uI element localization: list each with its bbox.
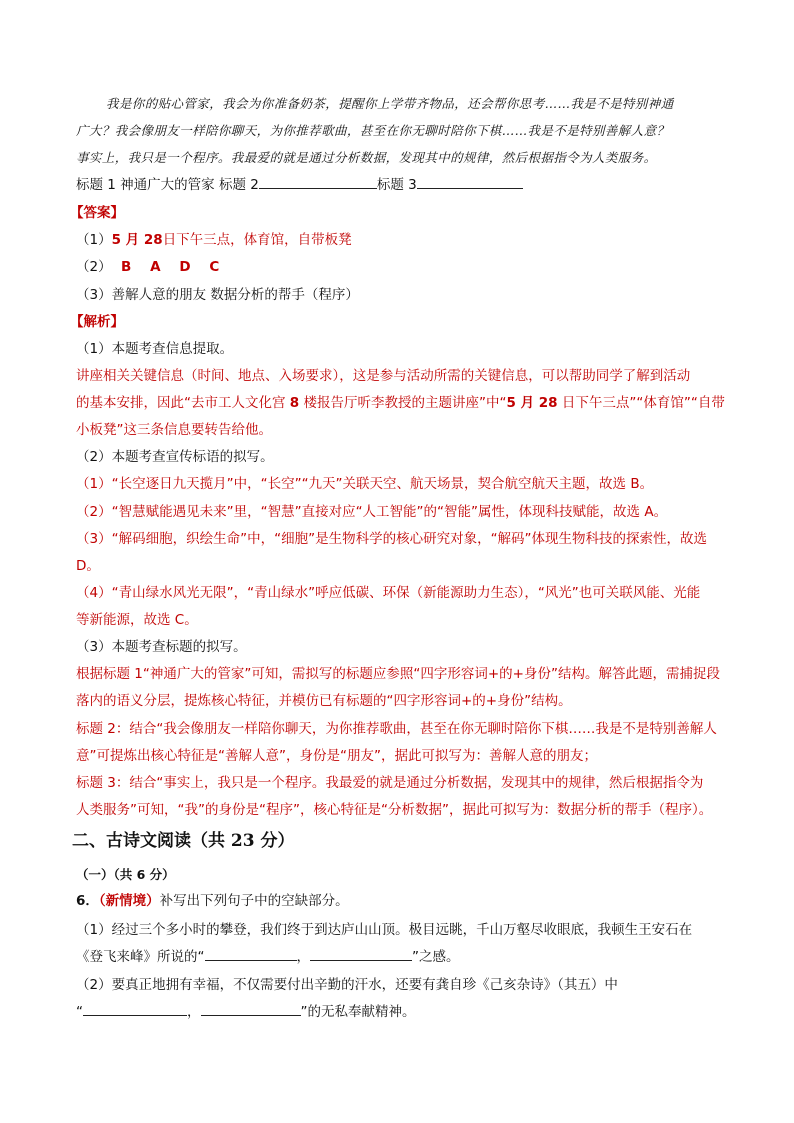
analysis-sub-3: （3）本题考查标题的拟写。 [76, 639, 247, 655]
analysis-item-3-line1: （3）“解码细胞，织绘生命”中，“细胞”是生物科学的核心研究对象，“解码”体现生物科技的探索性，故选 [76, 531, 708, 547]
analysis-t2-line1: 标题 2：结合“我会像朋友一样陪你聊天，为你推荐歌曲，甚至在你无聊时陪你下棋……我是不是特别善解人 [76, 721, 717, 737]
passage-line-1: 我是你的贴心管家，我会为你准备奶茶，提醒你上学带齐物品，还会帮你思考……我是不是特别神通 [106, 96, 674, 111]
title-3-blank[interactable] [417, 173, 523, 189]
passage-line-2: 广大？我会像朋友一样陪你聊天，为你推荐歌曲，甚至在你无聊时陪你下棋……我是不是特别善解人意？ [76, 123, 670, 138]
title-prompt-line [76, 172, 734, 199]
title-2-label: 标题 2 [218, 177, 259, 193]
analysis-item-4-line1: （4）“青山绿水风光无限”，“青山绿水”呼应低碳、环保（新能源助力生态），“风光”也可关联风能、光能 [76, 585, 701, 601]
analysis-p1-line2: 的基本安排，因此“去市工人文化宫 8 楼报告厅听李教授的主题讲座”中“5 月 28 日下午三点”“体育馆”“自带 [76, 395, 725, 411]
q6-blank-1[interactable] [205, 945, 297, 961]
subsection-title: （一）（共 6 分） [76, 867, 175, 882]
title-1-text: 标题 1 神通广大的管家 [76, 177, 215, 193]
passage-line-3: 事实上，我只是一个程序。我最爱的就是通过分析数据，发现其中的规律，然后根据指令为人类服务。 [76, 150, 657, 165]
q6-blank-3[interactable] [83, 1000, 187, 1016]
answer-3: （3）善解人意的朋友 数据分析的帮手（程序） [76, 287, 359, 303]
analysis-t2-line2: 意”可提炼出核心特征是“善解人意”，身份是“朋友”，据此可拟写为：善解人意的朋友； [76, 748, 597, 764]
analysis-item-2: （2）“智慧赋能遇见未来”里，“智慧”直接对应“人工智能”的“智能”属性，体现科技赋能，故选 A。 [76, 504, 668, 520]
answer-header: 【答案】 [70, 205, 124, 221]
analysis-item-3-line2: D。 [76, 558, 100, 574]
question-6: 6．（新情境）补写出下列句子中的空缺部分。 [76, 893, 349, 909]
analysis-p1-line1: 讲座相关关键信息（时间、地点、入场要求），这是参与活动所需的关键信息，可以帮助同学了解到活动 [76, 368, 691, 384]
q6-part1-line2: 《登飞来峰》所说的“ ， ”之感。 [76, 944, 734, 971]
answer-1: （1）5 月 28日下午三点，体育馆，自带板凳 [76, 232, 352, 248]
q6-part1-line1: （1）经过三个多小时的攀登，我们终于到达庐山山顶。极目远眺，千山万壑尽收眼底，我顿生王安石在 [76, 922, 693, 938]
analysis-header: 【解析】 [70, 314, 124, 330]
analysis-p3-line1: 根据标题 1“神通广大的管家”可知，需拟写的标题应参照“四字形容词+的+身份”结构。解答此题，需捕捉段 [76, 666, 720, 682]
answer-2: （2） B A D C [76, 259, 220, 275]
analysis-t3-line2: 人类服务”可知，“我”的身份是“程序”，核心特征是“分析数据”，据此可拟写为：数据分析的帮手（程序）。 [76, 802, 713, 818]
analysis-t3-line1: 标题 3：结合“事实上，我只是一个程序。我最爱的就是通过分析数据，发现其中的规律，然后根据指令为 [76, 775, 704, 791]
analysis-sub-1: （1）本题考查信息提取。 [76, 341, 234, 357]
section-title: 二、古诗文阅读（共 23 分） [72, 831, 295, 851]
analysis-sub-2: （2）本题考查宣传标语的拟写。 [76, 449, 274, 465]
title-3-label: 标题 3 [376, 177, 417, 193]
title-2-blank[interactable] [259, 173, 377, 189]
analysis-item-4-line2: 等新能源，故选 C。 [76, 612, 198, 628]
q6-blank-4[interactable] [201, 1000, 301, 1016]
analysis-item-1: （1）“长空逐日九天揽月”中，“长空”“九天”关联天空、航天场景，契合航空航天主题，故选 B。 [76, 476, 654, 492]
q6-blank-2[interactable] [310, 945, 412, 961]
q6-part2-line2: “ ， ”的无私奉献精神。 [76, 999, 734, 1026]
analysis-p3-line2: 落内的语义分层，提炼核心特征，并模仿已有标题的“四字形容词+的+身份”结构。 [76, 693, 572, 709]
analysis-p1-line3: 小板凳”这三条信息要转告给他。 [76, 422, 272, 438]
q6-part2-line1: （2）要真正地拥有幸福，不仅需要付出辛勤的汗水，还要有龚自珍《己亥杂诗》（其五）中 [76, 977, 618, 993]
